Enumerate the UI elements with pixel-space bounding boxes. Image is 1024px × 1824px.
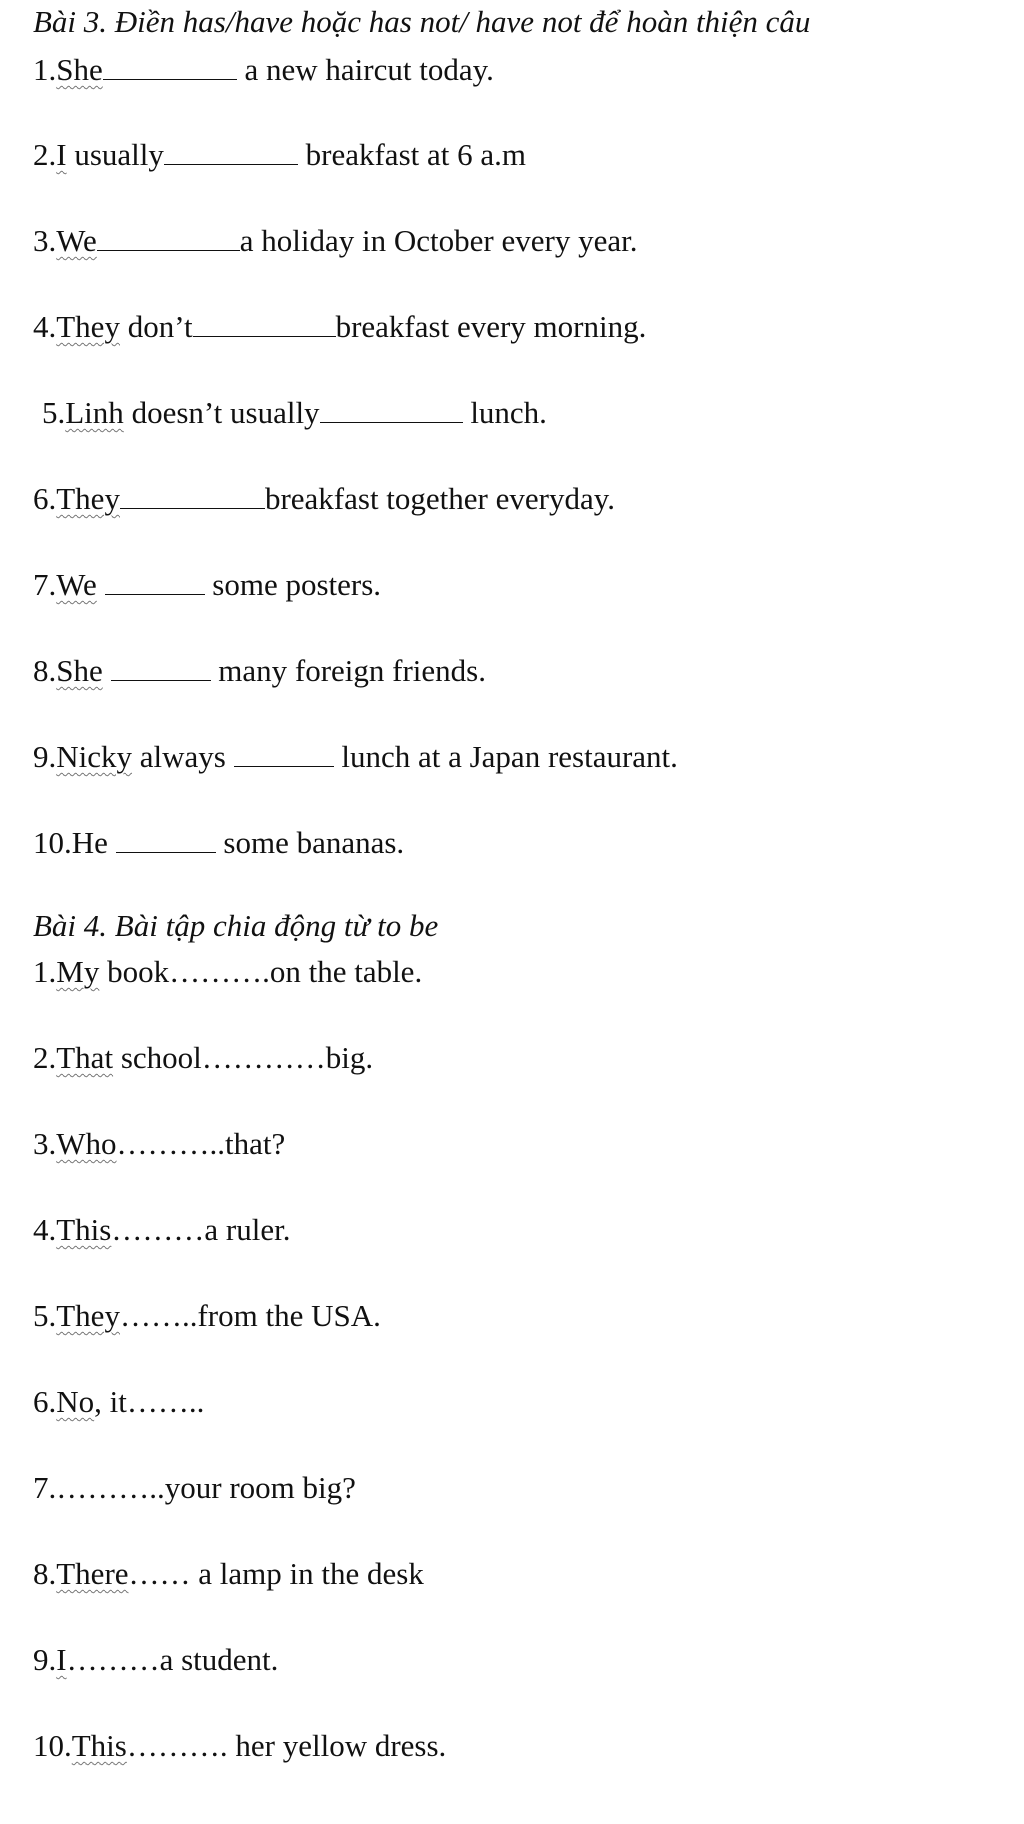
item-text: lunch. [462, 395, 547, 430]
item-subject: We [56, 567, 97, 602]
item-subject: I [56, 137, 67, 172]
item-subject: This [56, 1212, 112, 1247]
ex4-line-2 [33, 1040, 373, 1076]
answer-blank[interactable] [164, 138, 298, 165]
ex4-line-8 [33, 1556, 424, 1592]
item-text: ………a ruler. [111, 1212, 291, 1247]
ex4-line-9 [33, 1642, 278, 1678]
item-text: lunch at a Japan restaurant. [333, 739, 678, 774]
item-number: 4. [33, 309, 57, 344]
answer-blank[interactable] [116, 826, 216, 853]
item-text: book……….on the table. [99, 954, 423, 989]
item-number: 3. [33, 1126, 57, 1161]
item-text: doesn’t usually [123, 395, 320, 430]
item-subject: No [56, 1384, 95, 1419]
item-subject: They [56, 309, 120, 344]
ex3-line-6 [33, 481, 615, 517]
item-subject: She [56, 52, 103, 87]
exercise-4-title: Bài 4. Bài tập chia động từ to be [33, 908, 439, 943]
item-subject: They [56, 1298, 120, 1333]
item-number: 5. [33, 1298, 57, 1333]
answer-blank[interactable] [320, 396, 463, 423]
ex4-line-3 [33, 1126, 285, 1162]
item-text: ………..your room big? [56, 1470, 356, 1505]
item-subject: That [56, 1040, 114, 1075]
item-text: breakfast every morning. [335, 309, 647, 344]
answer-blank[interactable] [103, 53, 237, 80]
ex3-line-3 [33, 223, 637, 259]
item-text: ……..from the USA. [119, 1298, 381, 1333]
item-text [103, 653, 111, 688]
ex3-line-7 [33, 567, 381, 603]
ex3-line-9 [33, 739, 678, 775]
ex3-line-1 [33, 52, 494, 88]
ex4-line-6 [33, 1384, 204, 1420]
item-text: a new haircut today. [236, 52, 494, 87]
item-subject: My [56, 954, 100, 989]
answer-blank[interactable] [97, 224, 240, 251]
answer-blank[interactable] [120, 482, 265, 509]
item-text: don’t [119, 309, 193, 344]
item-text: breakfast at 6 a.m [297, 137, 526, 172]
ex3-line-10 [33, 825, 404, 861]
item-number: 10. [33, 825, 72, 860]
item-subject: They [56, 481, 120, 516]
answer-blank[interactable] [193, 310, 336, 337]
item-number: 9. [33, 739, 57, 774]
ex4-line-10 [33, 1728, 446, 1764]
item-text: some posters. [204, 567, 382, 602]
item-number: 8. [33, 1556, 57, 1591]
item-subject: This [71, 1728, 127, 1763]
ex3-line-2 [33, 137, 526, 173]
item-number: 2. [33, 1040, 57, 1075]
item-text: usually [66, 137, 164, 172]
item-subject: Linh [65, 395, 124, 430]
item-number: 1. [33, 52, 57, 87]
answer-blank[interactable] [105, 568, 205, 595]
item-number: 8. [33, 653, 57, 688]
item-number: 6. [33, 481, 57, 516]
item-number: 5. [42, 395, 66, 430]
item-text: many foreign friends. [210, 653, 486, 688]
item-text [97, 567, 105, 602]
item-text: a holiday in October every year. [239, 223, 638, 258]
item-number: 9. [33, 1642, 57, 1677]
exercise-3-title: Bài 3. Điền has/have hoặc has not/ have not để hoàn thiện câu [33, 4, 811, 39]
item-number: 7. [33, 1470, 57, 1505]
ex4-line-5 [33, 1298, 381, 1334]
item-text: ………..that? [116, 1126, 286, 1161]
item-subject: Nicky [56, 739, 133, 774]
item-text: school…………big. [113, 1040, 374, 1075]
item-text: …… a lamp in the desk [128, 1556, 424, 1591]
item-number: 2. [33, 137, 57, 172]
ex4-line-4 [33, 1212, 290, 1248]
item-subject: Who [56, 1126, 117, 1161]
item-text: ………. her yellow dress. [126, 1728, 447, 1763]
item-subject: She [56, 653, 103, 688]
item-number: 1. [33, 954, 57, 989]
item-text: some bananas. [215, 825, 405, 860]
item-number: 4. [33, 1212, 57, 1247]
ex3-line-8 [33, 653, 486, 689]
item-subject: He [71, 825, 108, 860]
item-subject: I [56, 1642, 67, 1677]
item-text [108, 825, 116, 860]
item-number: 3. [33, 223, 57, 258]
ex4-line-1 [33, 954, 422, 990]
item-text: breakfast together everyday. [264, 481, 615, 516]
answer-blank[interactable] [111, 654, 211, 681]
item-number: 6. [33, 1384, 57, 1419]
item-text: ………a student. [66, 1642, 279, 1677]
item-text: always [132, 739, 234, 774]
answer-blank[interactable] [234, 740, 334, 767]
item-subject: There [56, 1556, 129, 1591]
item-number: 7. [33, 567, 57, 602]
ex3-line-5 [42, 395, 547, 431]
item-text: , it…….. [94, 1384, 205, 1419]
ex4-line-7 [33, 1470, 356, 1506]
ex3-line-4 [33, 309, 646, 345]
item-number: 10. [33, 1728, 72, 1763]
item-subject: We [56, 223, 97, 258]
